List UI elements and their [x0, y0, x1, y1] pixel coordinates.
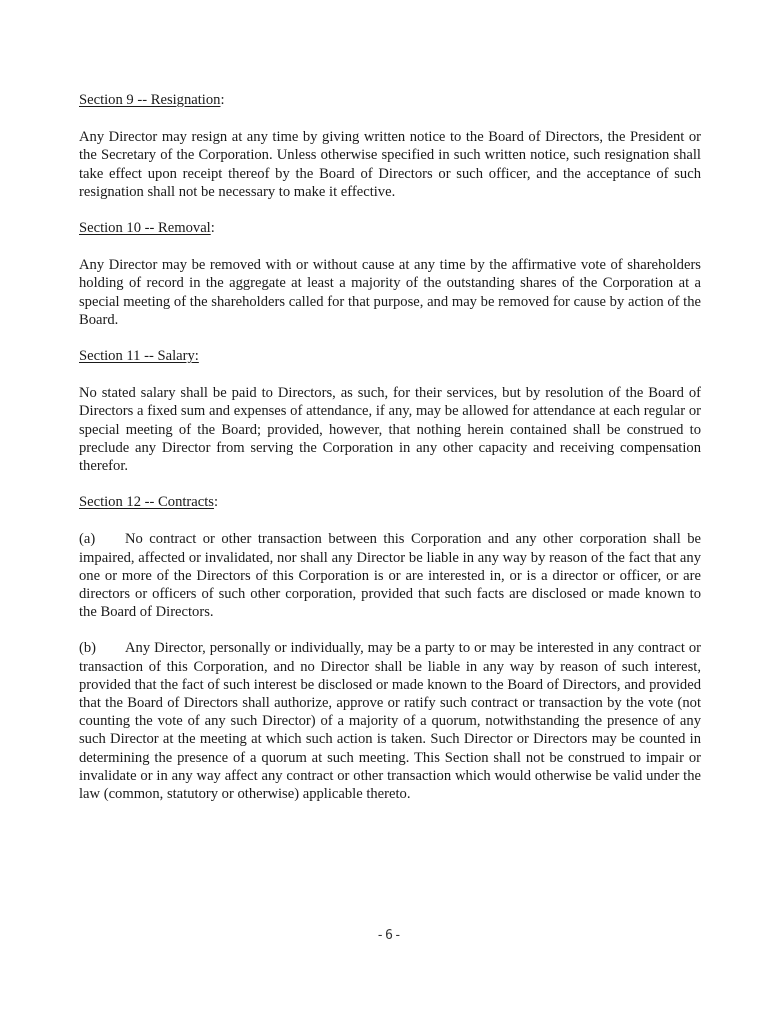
section-11-title: Section 11 -- Salary: — [79, 348, 199, 365]
section-11-heading — [79, 347, 701, 365]
section-12-item-b — [79, 639, 701, 803]
section-10-colon: : — [210, 220, 215, 237]
section-11-paragraph: No stated salary shall be paid to Directors, as such, for their services, but by resolution of the Board of Directors a fixed sum and expenses of attendance, if any, may be allowed for attendance at each regular or special meeting of the Board; provided, however, that nothing herein contained shall be construed to preclude any Director from serving the Corporation in any other capacity and receiving compensation therefor. — [79, 385, 701, 475]
section-12-item-a-text: No contract or other transaction between this Corporation and any other corporation shall be impaired, affected or invalidated, nor shall any Director be liable in any way by reason of the fact that any one or more of the Directors of this Corporation is or are interested in, or is a director or officer, or are directors or officers of such other corporation, provided that such facts are disclosed or made known to the Board of Directors. — [79, 531, 701, 621]
section-9-title: Section 9 -- Resignation — [79, 92, 221, 108]
section-10-paragraph: Any Director may be removed with or without cause at any time by the affirmative vote of shareholders holding of record in the aggregate at least a majority of the outstanding shares of the Corporation at a special meeting of the shareholders called for that purpose, and may be removed for cause by action of the Board. — [79, 257, 701, 328]
section-12-item-a — [79, 530, 701, 621]
section-12-colon: : — [213, 494, 219, 511]
section-9-heading — [79, 91, 701, 109]
section-10-heading — [79, 219, 701, 237]
section-12-item-b-text: Any Director, personally or individually, may be a party to or may be interested in any contract or transaction of this Corporation, and no Director shall be liable in any way by reason of such interest, provided that the fact of such interest be disclosed or made known to the Board of Directors, and provided that the Board of Directors shall authorize, approve or ratify such contract or transaction by the vote (not counting the vote of any such Director) of a majority of a quorum, notwithstanding the presence of any such Director at the meeting at which such action is taken. Such Director or Directors may be counted in determining the presence of a quorum at such meeting. This Section shall not be construed to impair or invalidate or in any way affect any contract or other transaction which would otherwise be valid under the law (common, statutory or otherwise) applicable thereto. — [79, 640, 701, 803]
section-12-title: Section 12 -- Contracts — [79, 494, 214, 511]
section-9-paragraph: Any Director may resign at any time by giving written notice to the Board of Directors, the President or the Secretary of the Corporation. Unless otherwise specified in such written notice, such resignation shall take effect upon receipt thereof by the Board of Directors or such officer, and the acceptance of such resignation shall not be necessary to make it effective. — [79, 129, 701, 200]
page-number: -6- — [376, 928, 403, 943]
section-12-item-a-label: (a) — [79, 531, 96, 548]
document-body — [79, 91, 701, 803]
section-9-colon: : — [220, 92, 225, 108]
section-10-title: Section 10 -- Removal — [79, 220, 211, 237]
section-12-heading — [79, 493, 701, 511]
section-12-item-b-label: (b) — [79, 640, 97, 657]
